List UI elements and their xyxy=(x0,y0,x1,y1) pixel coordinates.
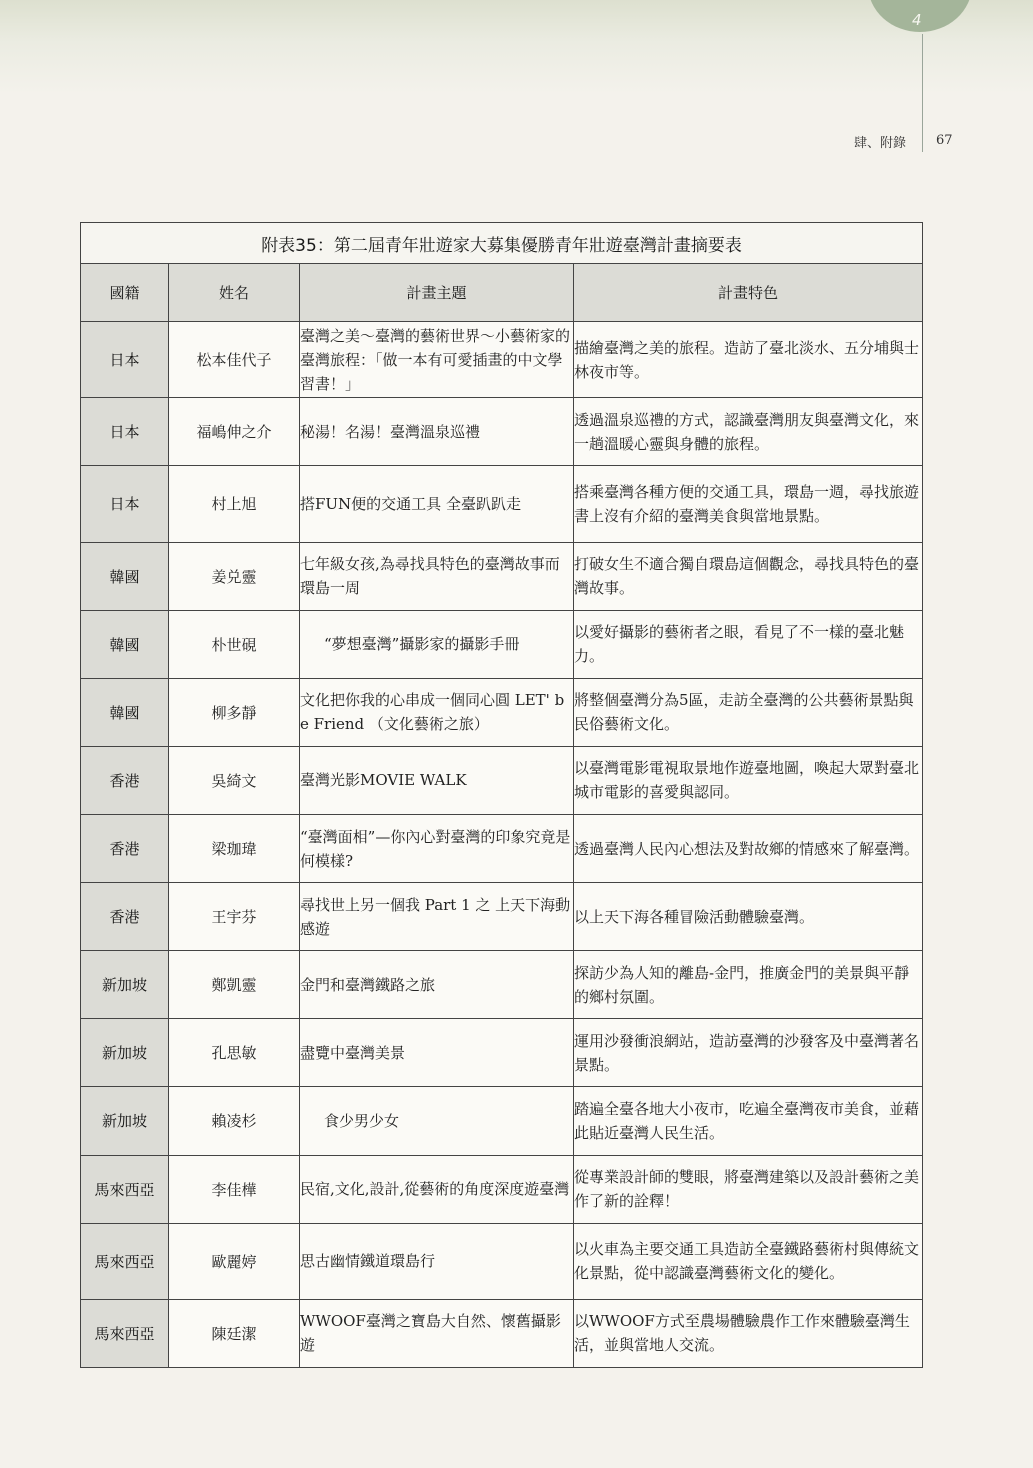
feature-cell: 探訪少為人知的離島-金門，推廣金門的美景與平靜的鄉村氛圍。 xyxy=(574,951,923,1019)
nationality-cell: 馬來西亞 xyxy=(81,1223,169,1299)
feature-cell: 透過臺灣人民內心想法及對故鄉的情感來了解臺灣。 xyxy=(574,814,923,882)
theme-cell: 臺灣光影MOVIE WALK xyxy=(300,746,574,814)
column-header-feature: 計畫特色 xyxy=(574,264,923,322)
feature-cell: 以臺灣電影電視取景地作遊臺地圖，喚起大眾對臺北城市電影的喜愛與認同。 xyxy=(574,746,923,814)
feature-cell: 踏遍全臺各地大小夜市，吃遍全臺灣夜市美食，並藉此貼近臺灣人民生活。 xyxy=(574,1087,923,1155)
nationality-cell: 韓國 xyxy=(81,678,169,746)
name-cell: 姜兑靈 xyxy=(169,542,300,610)
theme-cell: “臺灣面相”—你內心對臺灣的印象究竟是何模樣? xyxy=(300,814,574,882)
table-header-row xyxy=(81,264,923,322)
feature-cell: 以愛好攝影的藝術者之眼，看見了不一樣的臺北魅力。 xyxy=(574,610,923,678)
feature-cell: 運用沙發衝浪網站，造訪臺灣的沙發客及中臺灣著名景點。 xyxy=(574,1019,923,1087)
nationality-cell: 日本 xyxy=(81,322,169,398)
theme-cell: 臺灣之美～臺灣的藝術世界～小藝術家的臺灣旅程：「做一本有可愛插畫的中文學習書！」 xyxy=(300,322,574,398)
name-cell: 村上旭 xyxy=(169,466,300,542)
nationality-cell: 香港 xyxy=(81,883,169,951)
theme-cell: 文化把你我的心串成一個同心圓 LET' be Friend （文化藝術之旅） xyxy=(300,678,574,746)
page-top-band xyxy=(0,0,1033,95)
theme-cell: 搭FUN便的交通工具 全臺趴趴走 xyxy=(300,466,574,542)
section-label: 肆、附錄 xyxy=(853,136,906,151)
table-row xyxy=(81,883,923,951)
table-row xyxy=(81,1019,923,1087)
table-row xyxy=(81,542,923,610)
name-cell: 賴凌杉 xyxy=(169,1087,300,1155)
name-cell: 孔思敏 xyxy=(169,1019,300,1087)
name-cell: 吳綺文 xyxy=(169,746,300,814)
table-row xyxy=(81,610,923,678)
name-cell: 朴世硯 xyxy=(169,610,300,678)
nationality-cell: 日本 xyxy=(81,466,169,542)
feature-cell: 打破女生不適合獨自環島這個觀念，尋找具特色的臺灣故事。 xyxy=(574,542,923,610)
nationality-cell: 新加坡 xyxy=(81,951,169,1019)
feature-cell: 以火車為主要交通工具造訪全臺鐵路藝術村與傳統文化景點，從中認識臺灣藝術文化的變化。 xyxy=(574,1223,923,1299)
table-row xyxy=(81,322,923,398)
name-cell: 陳廷潔 xyxy=(169,1299,300,1367)
theme-cell: 思古幽情鐵道環島行 xyxy=(300,1223,574,1299)
feature-cell: 以WWOOF方式至農場體驗農作工作來體驗臺灣生活，並與當地人交流。 xyxy=(574,1299,923,1367)
table-row xyxy=(81,466,923,542)
table-row xyxy=(81,951,923,1019)
name-cell: 李佳樺 xyxy=(169,1155,300,1223)
feature-cell: 透過溫泉巡禮的方式，認識臺灣朋友與臺灣文化，來一趟溫暖心靈與身體的旅程。 xyxy=(574,398,923,466)
column-header-nationality: 國籍 xyxy=(81,264,169,322)
theme-cell: 食少男少女 xyxy=(300,1087,574,1155)
chapter-number: 4 xyxy=(912,11,922,29)
table-row xyxy=(81,1223,923,1299)
nationality-cell: 新加坡 xyxy=(81,1087,169,1155)
theme-cell: “夢想臺灣”攝影家的攝影手冊 xyxy=(300,610,574,678)
page-number: 67 xyxy=(936,133,953,148)
nationality-cell: 韓國 xyxy=(81,542,169,610)
table-row xyxy=(81,746,923,814)
nationality-cell: 香港 xyxy=(81,814,169,882)
name-cell: 福嶋伸之介 xyxy=(169,398,300,466)
nationality-cell: 馬來西亞 xyxy=(81,1299,169,1367)
feature-cell: 從專業設計師的雙眼，將臺灣建築以及設計藝術之美作了新的詮釋！ xyxy=(574,1155,923,1223)
table-row xyxy=(81,678,923,746)
nationality-cell: 日本 xyxy=(81,398,169,466)
feature-cell: 描繪臺灣之美的旅程。造訪了臺北淡水、五分埔與士林夜市等。 xyxy=(574,322,923,398)
name-cell: 鄭凱靈 xyxy=(169,951,300,1019)
theme-cell: 秘湯！名湯！臺灣溫泉巡禮 xyxy=(300,398,574,466)
feature-cell: 搭乘臺灣各種方便的交通工具，環島一週，尋找旅遊書上沒有介紹的臺灣美食與當地景點。 xyxy=(574,466,923,542)
table-row xyxy=(81,398,923,466)
header-divider xyxy=(922,34,923,152)
nationality-cell: 韓國 xyxy=(81,610,169,678)
table-row xyxy=(81,1155,923,1223)
theme-cell: 民宿,文化,設計,從藝術的角度深度遊臺灣 xyxy=(300,1155,574,1223)
feature-cell: 將整個臺灣分為5區，走訪全臺灣的公共藝術景點與民俗藝術文化。 xyxy=(574,678,923,746)
column-header-theme: 計畫主題 xyxy=(300,264,574,322)
column-header-name: 姓名 xyxy=(169,264,300,322)
table-caption: 附表35：第二屆青年壯遊家大募集優勝青年壯遊臺灣計畫摘要表 xyxy=(81,223,923,264)
nationality-cell: 新加坡 xyxy=(81,1019,169,1087)
name-cell: 歐麗婷 xyxy=(169,1223,300,1299)
theme-cell: 金門和臺灣鐵路之旅 xyxy=(300,951,574,1019)
name-cell: 柳多靜 xyxy=(169,678,300,746)
summary-table xyxy=(80,222,923,1368)
nationality-cell: 香港 xyxy=(81,746,169,814)
name-cell: 王宇芬 xyxy=(169,883,300,951)
name-cell: 梁珈瑋 xyxy=(169,814,300,882)
theme-cell: 盡覽中臺灣美景 xyxy=(300,1019,574,1087)
table-caption-row xyxy=(81,223,923,264)
table-row xyxy=(81,1299,923,1367)
theme-cell: WWOOF臺灣之寶島大自然、懷舊攝影遊 xyxy=(300,1299,574,1367)
nationality-cell: 馬來西亞 xyxy=(81,1155,169,1223)
table-row xyxy=(81,814,923,882)
name-cell: 松本佳代子 xyxy=(169,322,300,398)
feature-cell: 以上天下海各種冒險活動體驗臺灣。 xyxy=(574,883,923,951)
theme-cell: 七年級女孩,為尋找具特色的臺灣故事而環島一周 xyxy=(300,542,574,610)
theme-cell: 尋找世上另一個我 Part 1 之 上天下海動感遊 xyxy=(300,883,574,951)
table-row xyxy=(81,1087,923,1155)
